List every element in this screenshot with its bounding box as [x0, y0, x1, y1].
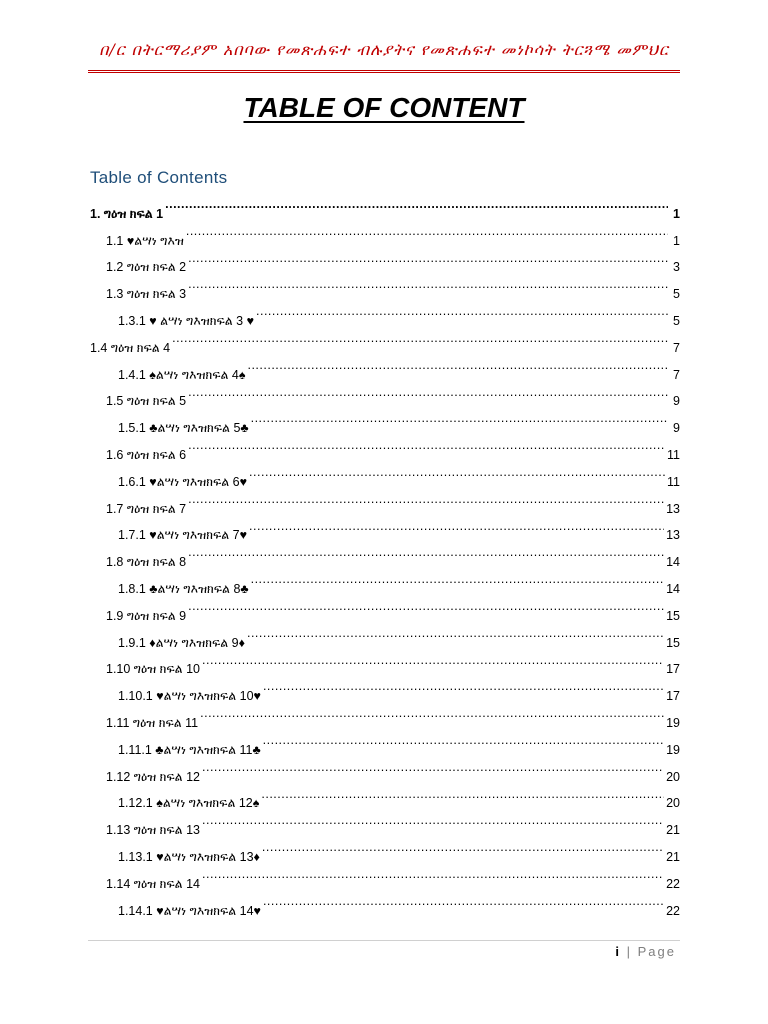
footer-page-number: i — [615, 944, 622, 959]
toc-entry-label: 1.11 ግዕዝ ክፍል 11 — [106, 715, 199, 727]
toc-entry[interactable] — [90, 834, 680, 861]
toc-entry-page: 11 — [667, 447, 680, 459]
toc-entry-page: 19 — [666, 742, 680, 754]
toc-entry-label: 1.3.1 ♥ ልሣነ ግእዝክፍል 3 ♥ — [118, 313, 254, 325]
toc-entry[interactable] — [90, 539, 680, 566]
toc-entry-label: 1.6.1 ♥ልሣነ ግእዝክፍል 6♥ — [118, 474, 248, 486]
toc-entry-label: 1.4.1 ♠ልሣነ ግእዝክፍል 4♠ — [118, 367, 246, 379]
toc-dot-leader — [188, 245, 668, 272]
toc-dot-leader — [202, 807, 664, 834]
toc-dot-leader — [165, 191, 668, 218]
toc-entry-page: 15 — [666, 635, 680, 647]
toc-entry[interactable] — [90, 566, 680, 593]
toc-dot-leader — [261, 781, 664, 808]
toc-dot-leader — [256, 298, 668, 325]
footer-page-label: Page — [637, 944, 676, 959]
toc-entry[interactable] — [90, 459, 680, 486]
toc-entry-label: 1.14 ግዕዝ ክፍል 14 — [106, 876, 200, 888]
toc-entry-label: 1.11.1 ♣ልሣነ ግእዝክፍል 11♣ — [118, 742, 261, 754]
toc-dot-leader — [263, 727, 664, 754]
toc-entry[interactable] — [90, 218, 680, 245]
toc-entry-label: 1.4 ግዕዝ ክፍል 4 — [90, 340, 171, 352]
toc-entry[interactable] — [90, 352, 680, 379]
toc-entry-page: 5 — [673, 313, 680, 325]
toc-dot-leader — [251, 405, 668, 432]
toc-entry-page: 20 — [666, 796, 680, 808]
toc-entry-label: 1.10.1 ♥ልሣነ ግእዝክፍል 10♥ — [118, 689, 261, 701]
toc-dot-leader — [188, 271, 668, 298]
toc-dot-leader — [186, 218, 668, 245]
toc-entry-label: 1.12.1 ♠ልሣነ ግእዝክፍል 12♠ — [118, 796, 260, 808]
toc-entry-label: 1.6 ግዕዝ ክፍል 6 — [106, 447, 187, 459]
toc-entry-page: 9 — [673, 394, 680, 406]
toc-entry-page: 14 — [666, 581, 680, 593]
toc-entry-page: 1 — [673, 206, 680, 218]
toc-entry[interactable] — [90, 432, 680, 459]
toc-entry-page: 17 — [666, 689, 680, 701]
toc-entry-label: 1.10 ግዕዝ ክፍል 10 — [106, 662, 200, 674]
toc-entry[interactable] — [90, 807, 680, 834]
page-title: TABLE OF CONTENT — [243, 92, 525, 123]
toc-dot-leader — [200, 700, 664, 727]
toc-entry-label: 1.5.1 ♣ልሣነ ግእዝክፍል 5♣ — [118, 421, 249, 433]
toc-entry-label: 1.9 ግዕዝ ክፍል 9 — [106, 608, 187, 620]
toc-dot-leader — [202, 861, 664, 888]
toc-dot-leader — [172, 325, 668, 352]
toc-dot-leader — [251, 566, 664, 593]
toc-dot-leader — [202, 647, 664, 674]
document-header: በ/ር በትርማሪያም አበባው የመጽሐፍተ ብሉያትና የመጽሐፍተ መነኮሳት ትርጓሜ መምህር — [99, 40, 669, 59]
toc-entry[interactable] — [90, 298, 680, 325]
toc-entry-page: 21 — [666, 823, 680, 835]
toc-entry-page: 11 — [667, 474, 680, 486]
toc-dot-leader — [247, 352, 668, 379]
toc-dot-leader — [188, 486, 664, 513]
footer-divider — [88, 940, 680, 941]
toc-dot-leader — [249, 459, 665, 486]
table-of-contents — [90, 191, 680, 915]
toc-entry-page: 3 — [673, 260, 680, 272]
toc-entry-label: 1.12 ግዕዝ ክፍል 12 — [106, 769, 200, 781]
toc-entry[interactable] — [90, 513, 680, 540]
toc-heading: Table of Contents — [90, 168, 228, 187]
toc-entry-label: 1. ግዕዝ ክፍል 1 — [90, 206, 164, 218]
toc-entry-page: 7 — [673, 367, 680, 379]
toc-entry-label: 1.7.1 ♥ልሣነ ግእዝክፍል 7♥ — [118, 528, 248, 540]
header-divider — [88, 70, 680, 73]
toc-entry-page: 13 — [666, 528, 680, 540]
toc-entry-page: 22 — [666, 903, 680, 915]
toc-entry-label: 1.8.1 ♣ልሣነ ግእዝክፍል 8♣ — [118, 581, 249, 593]
toc-entry[interactable] — [90, 700, 680, 727]
toc-dot-leader — [262, 834, 664, 861]
toc-entry-page: 15 — [666, 608, 680, 620]
toc-dot-leader — [188, 379, 668, 406]
toc-entry-page: 7 — [673, 340, 680, 352]
toc-entry-label: 1.8 ግዕዝ ክፍል 8 — [106, 555, 187, 567]
toc-entry[interactable] — [90, 271, 680, 298]
toc-dot-leader — [249, 513, 664, 540]
toc-entry-page: 1 — [673, 233, 680, 245]
toc-entry-page: 21 — [666, 849, 680, 861]
toc-entry[interactable] — [90, 245, 680, 272]
toc-entry[interactable] — [90, 754, 680, 781]
footer-separator: | — [621, 944, 638, 959]
toc-entry[interactable] — [90, 379, 680, 406]
toc-entry-label: 1.5 ግዕዝ ክፍል 5 — [106, 394, 187, 406]
toc-dot-leader — [188, 432, 665, 459]
toc-entry[interactable] — [90, 673, 680, 700]
toc-dot-leader — [188, 539, 664, 566]
toc-entry-page: 17 — [666, 662, 680, 674]
toc-entry-label: 1.9.1 ♦ልሣነ ግእዝክፍል 9♦ — [118, 635, 245, 647]
toc-entry-page: 20 — [666, 769, 680, 781]
toc-entry[interactable] — [90, 888, 680, 915]
toc-entry-label: 1.7 ግዕዝ ክፍል 7 — [106, 501, 187, 513]
toc-dot-leader — [188, 593, 664, 620]
toc-entry[interactable] — [90, 325, 680, 352]
toc-entry[interactable] — [90, 727, 680, 754]
toc-entry[interactable] — [90, 191, 680, 218]
toc-entry-page: 5 — [673, 287, 680, 299]
toc-dot-leader — [263, 673, 664, 700]
toc-entry[interactable] — [90, 647, 680, 674]
toc-entry[interactable] — [90, 781, 680, 808]
page-footer — [615, 944, 676, 959]
toc-entry-page: 9 — [673, 421, 680, 433]
toc-entry-page: 13 — [666, 501, 680, 513]
toc-entry-page: 14 — [666, 555, 680, 567]
toc-entry[interactable] — [90, 593, 680, 620]
toc-entry-label: 1.14.1 ♥ልሣነ ግእዝክፍል 14♥ — [118, 903, 261, 915]
toc-entry[interactable] — [90, 620, 680, 647]
toc-dot-leader — [202, 754, 664, 781]
toc-entry-page: 19 — [666, 715, 680, 727]
toc-entry-page: 22 — [666, 876, 680, 888]
toc-entry-label: 1.2 ግዕዝ ክፍል 2 — [106, 260, 187, 272]
toc-entry[interactable] — [90, 405, 680, 432]
toc-entry[interactable] — [90, 861, 680, 888]
toc-entry-label: 1.1 ♥ልሣነ ግእዝ — [106, 233, 184, 245]
toc-entry-label: 1.13.1 ♥ልሣነ ግእዝክፍል 13♦ — [118, 849, 260, 861]
toc-dot-leader — [247, 620, 664, 647]
toc-entry-label: 1.13 ግዕዝ ክፍል 13 — [106, 823, 200, 835]
toc-dot-leader — [263, 888, 664, 915]
toc-entry-label: 1.3 ግዕዝ ክፍል 3 — [106, 287, 187, 299]
toc-entry[interactable] — [90, 486, 680, 513]
